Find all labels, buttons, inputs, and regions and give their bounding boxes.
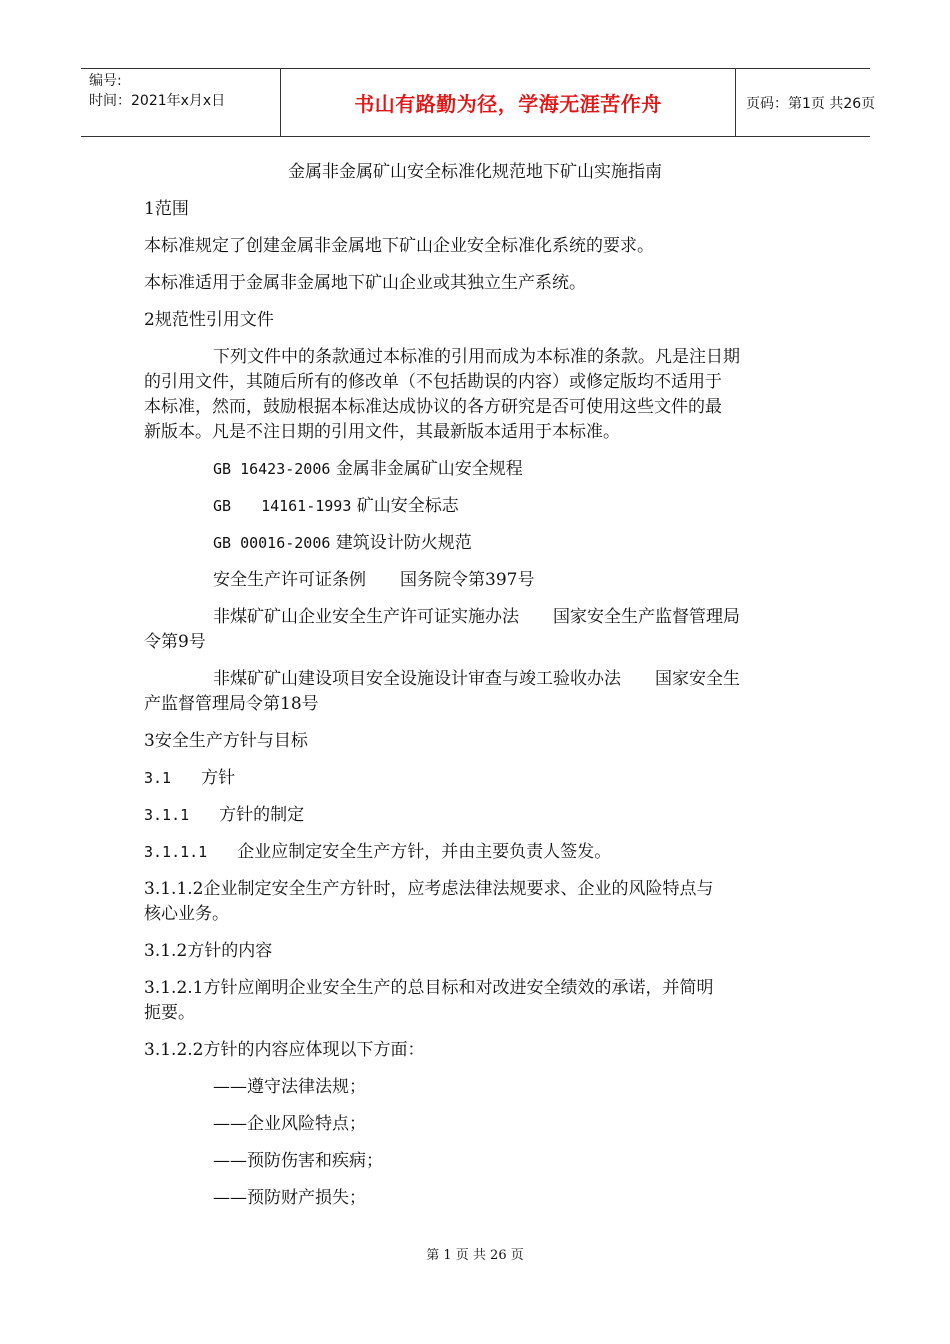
list-item: ——遵守法律法规；: [213, 1077, 366, 1097]
document-title: 金属非金属矿山安全标准化规范地下矿山实施指南: [288, 162, 662, 182]
reference-5-name: 非煤矿矿山企业安全生产许可证实施办法: [213, 607, 519, 627]
section-2-intro-line-3: 本标准，然而，鼓励根据本标准达成协议的各方研究是否可使用这些文件的最: [144, 397, 722, 417]
clause-3-1-2-1-line-1: 3.1.2.1方针应阐明企业安全生产的总目标和对改进安全绩效的承诺，并简明: [144, 978, 714, 998]
section-3-heading: 3安全生产方针与目标: [144, 731, 308, 751]
header-meta-cell: [81, 69, 281, 136]
reference-5-issuer: 国家安全生产监督管理局: [553, 607, 740, 627]
clause-3-1-1-1-text: 企业应制定安全生产方针，并由主要负责人签发。: [237, 842, 612, 862]
reference-3: [213, 531, 472, 555]
reference-4-name: 安全生产许可证条例: [213, 570, 366, 590]
reference-6-name: 非煤矿矿山建设项目安全设施设计审查与竣工验收办法: [213, 669, 621, 689]
time-label: 时间：2021年x月x日: [89, 93, 226, 109]
clause-3-1-1-title: 方针的制定: [219, 805, 305, 825]
section-1-paragraph-1: 本标准规定了创建金属非金属地下矿山企业安全标准化系统的要求。: [144, 236, 654, 256]
clause-3-1-1-1: [144, 840, 611, 864]
reference-3-code: GB 00016-2006: [213, 534, 331, 552]
reference-1-name: 金属非金属矿山安全规程: [335, 459, 523, 479]
reference-6-line-2: 产监督管理局令第18号: [144, 694, 319, 714]
list-item: ——企业风险特点；: [213, 1114, 366, 1134]
reference-2-number: 14161-1993: [261, 497, 352, 515]
header-motto: 书山有路勤为径，学海无涯苦作舟: [281, 69, 736, 136]
clause-3-1-number: 3.1: [144, 769, 172, 787]
clause-3-1-1-number: 3.1.1: [144, 806, 190, 824]
clause-3-1-title: 方针: [201, 768, 236, 788]
page-footer: 第 1 页 共 26 页: [426, 1248, 524, 1263]
section-2-intro-line-1: 下列文件中的条款通过本标准的引用而成为本标准的条款。凡是注日期: [213, 347, 740, 367]
section-1-paragraph-2: 本标准适用于金属非金属地下矿山企业或其独立生产系统。: [144, 273, 586, 293]
header-page-info: 页码：第1页 共26页: [746, 95, 876, 112]
reference-1-code: GB 16423-2006: [213, 460, 331, 478]
reference-5-line-2: 令第9号: [144, 632, 206, 652]
section-2-intro-line-4: 新版本。凡是不注日期的引用文件，其最新版本适用于本标准。: [144, 422, 620, 442]
reference-5-line-1: [213, 605, 740, 629]
reference-6-issuer: 国家安全生: [655, 669, 740, 689]
clause-3-1-1-2-line-1: 3.1.1.2企业制定安全生产方针时，应考虑法律法规要求、企业的风险特点与: [144, 879, 714, 899]
clause-3-1-2-1-line-2: 扼要。: [144, 1003, 195, 1023]
reference-2-name: 矿山安全标志: [356, 496, 459, 516]
clause-3-1-2-heading: 3.1.2方针的内容: [144, 941, 273, 961]
reference-4: [213, 568, 534, 592]
clause-3-1-1-2-line-2: 核心业务。: [144, 904, 229, 924]
header-table: [81, 68, 876, 137]
reference-4-issuer: 国务院令第397号: [400, 570, 535, 590]
clause-3-1-1-1-number: 3.1.1.1: [144, 843, 208, 861]
reference-3-name: 建筑设计防火规范: [335, 533, 472, 553]
clause-3-1-2-2: 3.1.2.2方针的内容应体现以下方面：: [144, 1040, 425, 1060]
reference-6-line-1: [213, 667, 740, 691]
list-item: ——预防伤害和疾病；: [213, 1151, 383, 1171]
section-2-intro-line-2: 的引用文件，其随后所有的修改单（不包括勘误的内容）或修定版均不适用于: [144, 372, 722, 392]
list-item: ——预防财产损失；: [213, 1188, 366, 1208]
reference-2: [213, 494, 459, 518]
clause-3-1-1-heading: [144, 803, 304, 827]
number-label: 编号:: [89, 73, 122, 89]
section-1-heading: 1范围: [144, 199, 189, 219]
section-2-heading: 2规范性引用文件: [144, 310, 274, 330]
clause-3-1-heading: [144, 766, 235, 790]
reference-1: [213, 457, 523, 481]
reference-2-code: GB: [213, 497, 232, 515]
